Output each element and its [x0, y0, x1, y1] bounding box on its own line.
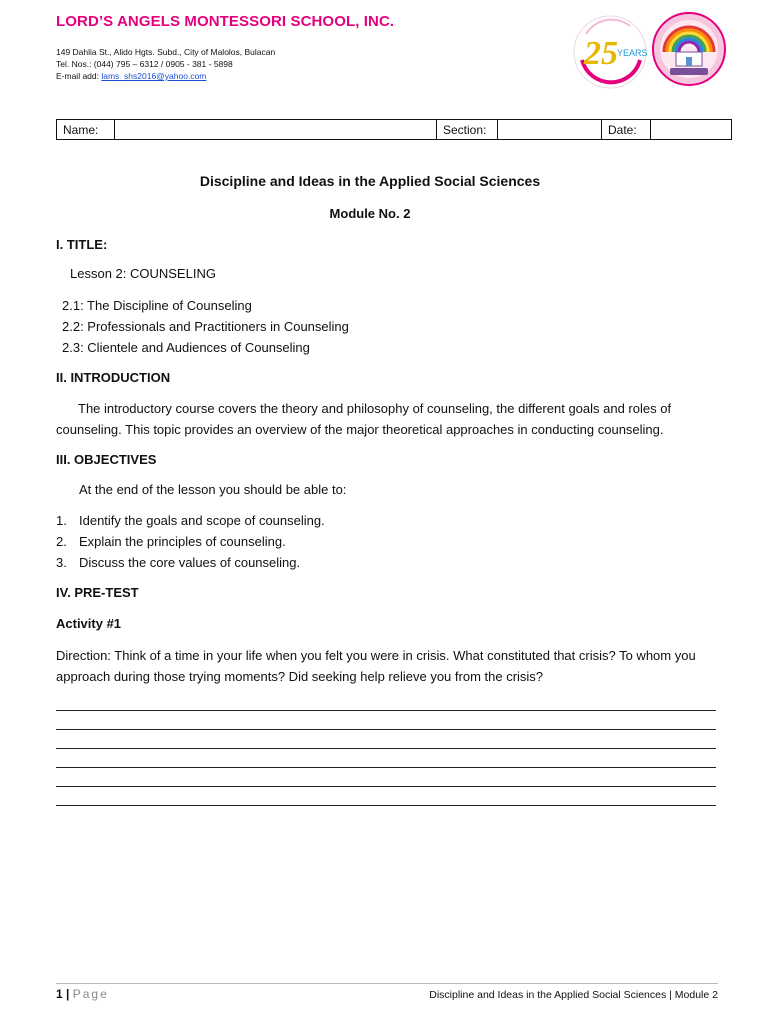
- answer-line[interactable]: [56, 767, 716, 768]
- date-label: Date:: [602, 120, 651, 140]
- section-title-heading: I. TITLE:: [56, 237, 108, 252]
- answer-line[interactable]: [56, 748, 716, 749]
- section-pretest-heading: IV. PRE-TEST: [56, 585, 139, 600]
- logo-years-text: YEARS: [617, 48, 648, 58]
- date-field[interactable]: [651, 120, 732, 140]
- section-field[interactable]: [498, 120, 602, 140]
- section-label: Section:: [437, 120, 498, 140]
- school-rainbow-logo: [652, 12, 726, 86]
- page-number: 1: [56, 987, 63, 1001]
- page-word: Page: [72, 987, 109, 1001]
- school-address: 149 Dahlia St., Alido Hgts. Subd., City of Malolos, Bulacan: [56, 47, 276, 57]
- activity-heading: Activity #1: [56, 616, 122, 631]
- email-link[interactable]: lams_shs2016@yahoo.com: [101, 71, 207, 81]
- objective-item: 1. Identify the goals and scope of counseling.: [56, 513, 325, 528]
- answer-line[interactable]: [56, 786, 716, 787]
- section-introduction-heading: II. INTRODUCTION: [56, 370, 171, 385]
- subtopic-item: 2.3: Clientele and Audiences of Counseling: [62, 340, 310, 355]
- school-email-line: [56, 70, 206, 82]
- email-label: E-mail add:: [56, 71, 102, 81]
- document-title: Discipline and Ideas in the Applied Social Sciences: [199, 173, 541, 189]
- school-telephone: Tel. Nos.: (044) 795 – 6312 / 0905 - 381 - 5898: [56, 59, 233, 69]
- introduction-text: The introductory course covers the theory and philosophy of counseling, the different goals and roles of counseling. This topic provides an overview of the major theoretical approaches in conducting counseling.: [56, 401, 672, 437]
- subtopic-item: 2.2: Professionals and Practitioners in Counseling: [62, 319, 349, 334]
- footer-document-title: Discipline and Ideas in the Applied Social Sciences | Module 2: [429, 989, 718, 1001]
- objective-item: 3. Discuss the core values of counseling.: [56, 555, 301, 570]
- lesson-title: Lesson 2: COUNSELING: [70, 266, 216, 281]
- objective-item: 2. Explain the principles of counseling.: [56, 534, 286, 549]
- school-name: LORD’S ANGELS MONTESSORI SCHOOL, INC.: [56, 13, 395, 30]
- answer-line[interactable]: [56, 729, 716, 730]
- module-number: Module No. 2: [329, 206, 411, 221]
- name-label: Name:: [57, 120, 115, 140]
- anniversary-25-years-logo: [570, 12, 650, 92]
- footer-divider: [56, 983, 718, 984]
- section-objectives-heading: III. OBJECTIVES: [56, 452, 157, 467]
- page-number-footer: 1 | Page: [56, 987, 109, 1001]
- answer-line[interactable]: [56, 710, 716, 711]
- logo-25-text: 25: [584, 35, 618, 72]
- name-field[interactable]: [115, 120, 437, 140]
- objectives-intro: At the end of the lesson you should be able to:: [79, 482, 347, 497]
- subtopic-item: 2.1: The Discipline of Counseling: [62, 298, 252, 313]
- student-info-table: [56, 119, 732, 140]
- answer-line[interactable]: [56, 805, 716, 806]
- introduction-paragraph: [56, 398, 726, 440]
- direction-paragraph: Direction: Think of a time in your life when you felt you were in crisis. What constituted that crisis? To whom you approach during those trying moments? Did seeking help relieve you from the crisis?: [56, 648, 696, 684]
